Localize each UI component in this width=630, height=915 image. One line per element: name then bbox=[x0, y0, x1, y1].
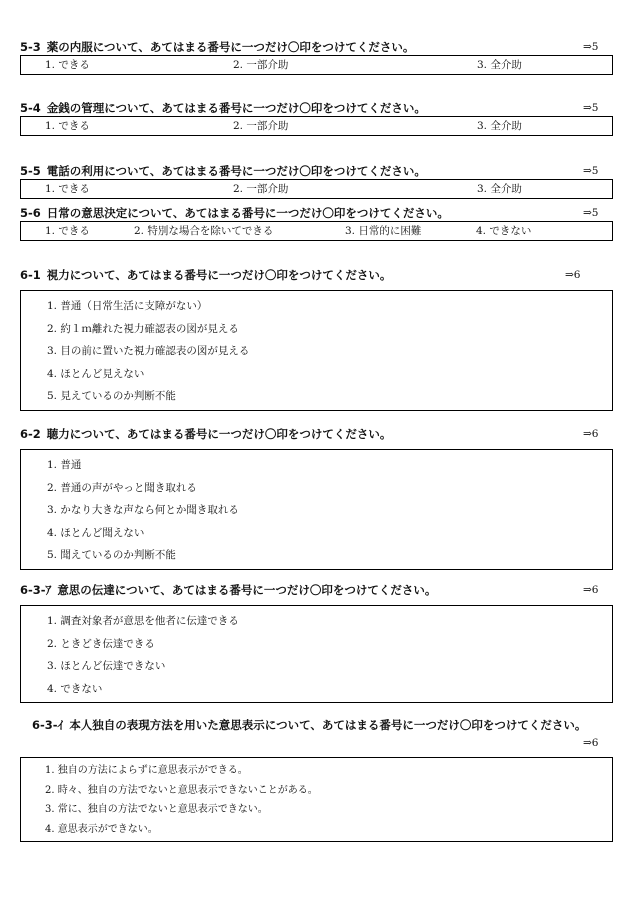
goto-label: ⇒6 bbox=[583, 584, 599, 596]
options-box bbox=[20, 290, 613, 411]
option-row bbox=[20, 180, 613, 199]
option-1[interactable]: 1. できる bbox=[45, 59, 90, 71]
option-2[interactable]: 2. 時々、独自の方法でないと意思表示できないことがある。 bbox=[45, 784, 318, 796]
options-box bbox=[20, 449, 613, 570]
option-4[interactable]: 4. ほとんど見えない bbox=[47, 367, 145, 380]
question-number: 5-6 bbox=[20, 206, 41, 220]
goto-label: ⇒5 bbox=[583, 102, 599, 114]
question-5-5 bbox=[20, 164, 613, 199]
question-header bbox=[20, 583, 613, 598]
question-header bbox=[20, 206, 613, 222]
question-header bbox=[20, 427, 613, 442]
option-row bbox=[20, 56, 613, 75]
option-1[interactable]: 1. 独自の方法によらずに意思表示ができる。 bbox=[45, 765, 248, 776]
question-text: 薬の内服について、あてはまる番号に一つだけ〇印をつけてください。 bbox=[46, 40, 415, 54]
option-2[interactable]: 2. 普通の声がやっと聞き取れる bbox=[47, 481, 197, 494]
options-box bbox=[20, 605, 613, 703]
question-5-4 bbox=[20, 101, 613, 136]
goto-label: ⇒5 bbox=[583, 41, 599, 53]
question-number: 6-1 bbox=[20, 268, 41, 282]
option-4[interactable]: 4. 意思表示ができない。 bbox=[45, 823, 158, 835]
question-6-3-a bbox=[20, 583, 613, 703]
question-text: 視力について、あてはまる番号に一つだけ〇印をつけてください。 bbox=[46, 268, 392, 282]
option-4[interactable]: 4. できない bbox=[47, 682, 103, 695]
option-3[interactable]: 3. 全介助 bbox=[477, 183, 522, 195]
question-header bbox=[20, 40, 613, 56]
question-number: 6-3-ｲ bbox=[32, 718, 64, 732]
option-2[interactable]: 2. ときどき伝達できる bbox=[47, 637, 155, 650]
question-5-3 bbox=[20, 40, 613, 75]
goto-row bbox=[20, 733, 613, 755]
option-row bbox=[20, 222, 613, 241]
question-text: 意思の伝達について、あてはまる番号に一つだけ〇印をつけてください。 bbox=[57, 583, 437, 597]
option-1[interactable]: 1. できる bbox=[45, 225, 90, 237]
option-1[interactable]: 1. 調査対象者が意思を他者に伝達できる bbox=[47, 615, 239, 627]
goto-label: ⇒5 bbox=[583, 165, 599, 177]
question-header bbox=[20, 268, 613, 283]
question-number: 5-5 bbox=[20, 164, 41, 178]
option-1[interactable]: 1. 普通 bbox=[47, 459, 82, 471]
option-1[interactable]: 1. できる bbox=[45, 120, 90, 132]
option-5[interactable]: 5. 聞えているのか判断不能 bbox=[47, 549, 176, 562]
question-5-6 bbox=[20, 206, 613, 241]
option-1[interactable]: 1. 普通（日常生活に支障がない） bbox=[47, 300, 208, 312]
option-4[interactable]: 4. できない bbox=[476, 225, 532, 237]
question-text: 金銭の管理について、あてはまる番号に一つだけ〇印をつけてください。 bbox=[46, 101, 426, 115]
question-number: 6-3-ｱ bbox=[20, 583, 52, 597]
goto-label: ⇒6 bbox=[583, 428, 599, 440]
option-2[interactable]: 2. 特別な場合を除いてできる bbox=[134, 225, 274, 237]
option-3[interactable]: 3. ほとんど伝達できない bbox=[47, 660, 166, 673]
question-text: 本人独自の表現方法を用いた意思表示について、あてはまる番号に一つだけ〇印をつけてください。 bbox=[69, 718, 587, 732]
option-3[interactable]: 3. 目の前に置いた視力確認表の図が見える bbox=[47, 345, 250, 358]
option-3[interactable]: 3. 全介助 bbox=[477, 120, 522, 132]
question-6-1 bbox=[20, 268, 613, 411]
goto-label: ⇒6 bbox=[565, 269, 581, 281]
option-2[interactable]: 2. 一部介助 bbox=[233, 183, 289, 195]
question-text: 電話の利用について、あてはまる番号に一つだけ〇印をつけてください。 bbox=[46, 164, 426, 178]
question-number: 5-4 bbox=[20, 101, 41, 115]
option-4[interactable]: 4. ほとんど聞えない bbox=[47, 526, 145, 539]
question-header bbox=[20, 101, 613, 117]
option-3[interactable]: 3. かなり大きな声なら何とか聞き取れる bbox=[47, 504, 239, 517]
option-1[interactable]: 1. できる bbox=[45, 183, 90, 195]
option-row bbox=[20, 117, 613, 136]
question-text: 日常の意思決定について、あてはまる番号に一つだけ〇印をつけてください。 bbox=[46, 206, 449, 220]
option-3[interactable]: 3. 日常的に困難 bbox=[345, 225, 422, 237]
goto-label: ⇒5 bbox=[583, 207, 599, 219]
question-text: 聴力について、あてはまる番号に一つだけ〇印をつけてください。 bbox=[46, 427, 392, 441]
option-5[interactable]: 5. 見えているのか判断不能 bbox=[47, 390, 176, 403]
option-2[interactable]: 2. 一部介助 bbox=[233, 59, 289, 71]
question-6-2 bbox=[20, 427, 613, 570]
question-number: 5-3 bbox=[20, 40, 41, 54]
question-header bbox=[20, 164, 613, 180]
option-3[interactable]: 3. 全介助 bbox=[477, 59, 522, 71]
options-box bbox=[20, 757, 613, 842]
question-number: 6-2 bbox=[20, 427, 41, 441]
question-6-3-i bbox=[20, 718, 613, 842]
question-header bbox=[20, 718, 613, 733]
option-2[interactable]: 2. 一部介助 bbox=[233, 120, 289, 132]
option-2[interactable]: 2. 約１ｍ離れた視力確認表の図が見える bbox=[47, 322, 239, 335]
goto-label: ⇒6 bbox=[583, 737, 599, 749]
option-3[interactable]: 3. 常に、独自の方法でないと意思表示できない。 bbox=[45, 804, 268, 816]
